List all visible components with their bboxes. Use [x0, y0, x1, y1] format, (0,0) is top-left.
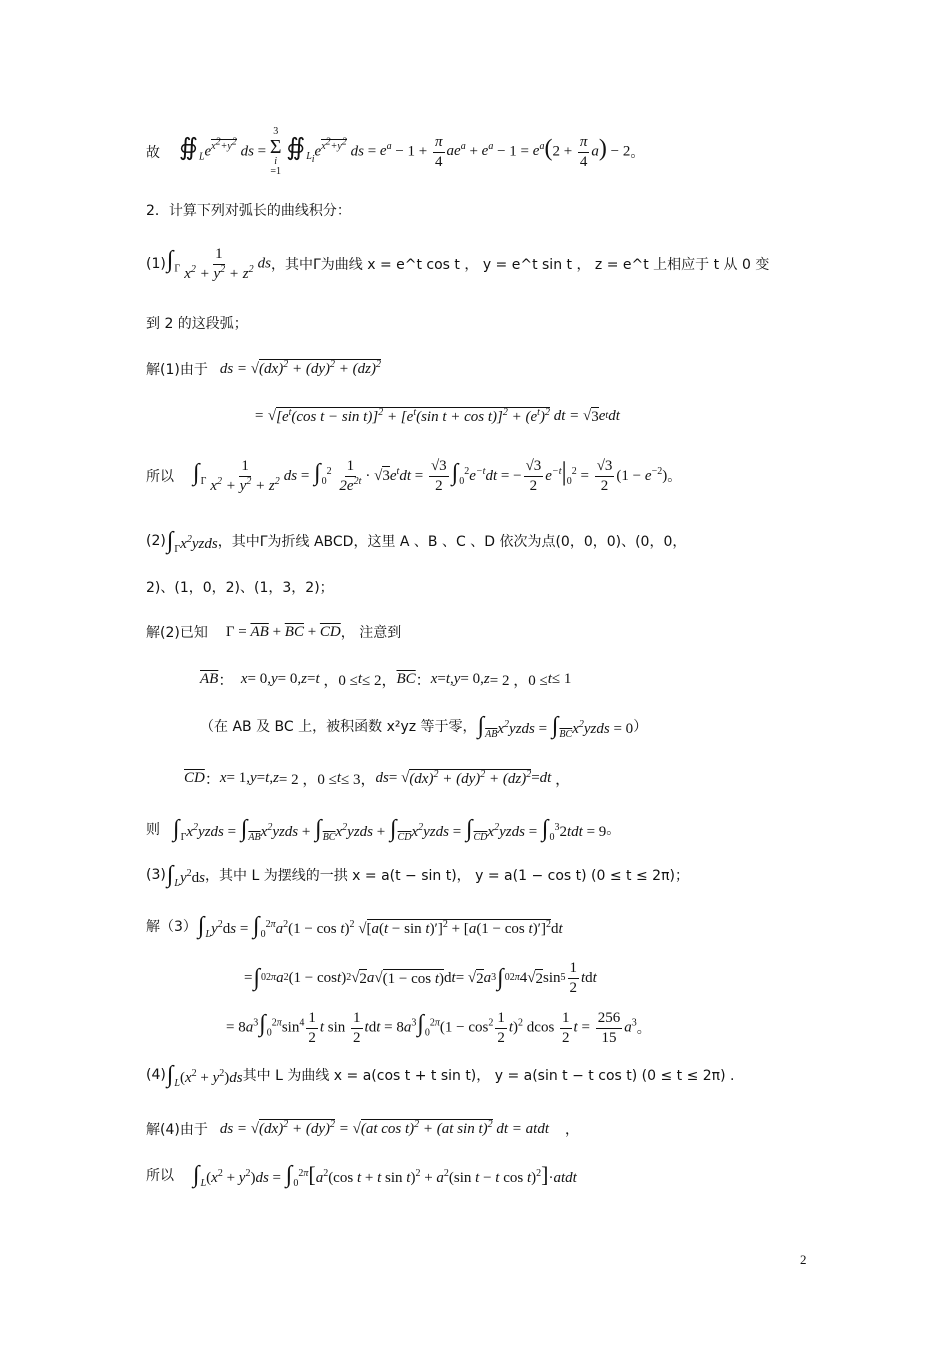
formula: $\int_\Gamma$ $\frac{1}{x^2 + y^2 + z^2}$ ds [166, 245, 271, 282]
line-suffix: 。 [630, 145, 645, 161]
line-l10 [146, 618, 401, 646]
formula: = $8a^3\int_0^{2\pi}\sin^4$ $\frac{1}{2}$ t sin $\frac{1}{2}$ tdt = $8a^3\int_0^{2\pi}(1 - \cos^2$ $\frac{1}{2}$ t)$^2$ dcos $\frac{1}{2}$ t = $\frac{256}{15}$ $a^3$ [226, 1009, 637, 1046]
line-l08 [146, 526, 686, 556]
line-l20 [146, 1112, 579, 1146]
line-text: ， 注意到 [340, 625, 402, 641]
line-l04: 到 2 的这段弧； [146, 316, 248, 332]
line-prefix: 所以 [146, 469, 174, 485]
line-prefix: 解（3） [146, 919, 197, 935]
formula: $\int_\Gamma$ $\frac{1}{x^2 + y^2 + z^2}$ ds = $\int_0^2$ $\frac{1}{2e^{2t}}$ · $√3e^tdt$ = $\frac{√3}{2}$ $\int_0^2e^{-t}dt$ = − $\frac{√3}{2}$ $e^{-t}|_0^2$ = $\frac{√3}{2}$ $(1 - e^{-2})$ [193, 456, 668, 494]
formula: $\int_\Gamma x^2yzds$ [166, 527, 218, 555]
line-suffix: ， [565, 1122, 579, 1138]
line-suffix: 。 [667, 469, 682, 485]
line-l18 [226, 1004, 651, 1052]
line-l17: = ∫ 0 2π a 2 (1 − cos t ) 2 √ 2 a √ (1 − cos t) d t = √ 2 a 3 ∫ 0 2π 4√ 2 sin 5 $\frac{1}{2}$ t d t [244, 959, 597, 996]
line-l13: $\overline{CD}$ ： x = 1, y = t , z = 2 ，0 ≤ t ≤ 3， ds = √ (dx)$^2$ + (dy)$^2$ + (dz)$^2$ = dt ， [184, 768, 571, 788]
line-prefix: (1) [146, 256, 166, 272]
line-text: ，其中 L 为摆线的一拱 x = a(t − sin t)， y = a(1 − cos t) (0 ≤ t ≤ 2π)； [205, 868, 689, 884]
line-l07 [146, 450, 681, 502]
line-suffix: 。 [636, 1021, 651, 1037]
formula: $\int_Ly^2ds$ [166, 861, 205, 889]
line-prefix: 所以 [146, 1168, 174, 1184]
page-number: 2 [800, 1252, 807, 1267]
line-l11: $\overline{AB}$ ： x = 0, y = 0, z = t ，0 ≤ t ≤ 2， $\overline{BC}$ ： x = t , y = 0, z = 2 ，0 ≤ t ≤ 1 [200, 670, 572, 689]
line-text: ，其中Γ为折线 ABCD，这里 A 、B 、C 、D 依次为点(0，0，0)、(0，0， [217, 534, 687, 550]
line-prefix: (3) [146, 867, 166, 883]
line-prefix: 则 [146, 822, 160, 838]
line-text: ，其中Γ为曲线 x = e^t cos t ， y = e^t sin t ， z = e^t 上相应于 t 从 0 变 [270, 257, 770, 273]
formula: $\int_\Gamma x^2yzds$ = $\int_{\overline{AB}}x^2yzds$ + $\int_{\overline{BC}}x^2yzds$ + $\int_{\overline{CD}}x^2yzds$ = $\int_{\overline{CD}}x^2yzds = \int_0^32tdt = 9$ [173, 815, 607, 843]
line-prefix: 解(2)已知 [146, 625, 208, 641]
formula: ds = √(dx)$^2$ + (dy)$^2$ + (dz)$^2$ [219, 358, 381, 377]
formula: $\int_{\overline{AB}}x^2yzds$ = $\int_{\overline{BC}}x^2yzds = 0$ [477, 712, 634, 740]
formula: $\int_L(x^2 + y^2)ds$ [166, 1061, 243, 1089]
line-l09: 2)、(1，0，2)、(1，3，2)； [146, 580, 334, 596]
line-l02: 2．计算下列对弧长的曲线积分： [146, 203, 351, 219]
formula: $\int_Ly^2ds = \int_0^{2\pi}a^2(1 - \cos t)^2$ $√[a(t - \sin t)']^2 + [a(1 - \cos t)']^2dt$ [197, 912, 563, 940]
line-l21 [146, 1158, 577, 1192]
line-suffix: ） [633, 719, 648, 735]
line-prefix: 故 [146, 145, 160, 161]
line-l03 [146, 244, 769, 284]
line-l01 [146, 126, 645, 177]
line-l12 [200, 712, 647, 740]
line-text: 其中 L 为曲线 x = a(cos t + t sin t)， y = a(sin t − t cos t) (0 ≤ t ≤ 2π) . [242, 1068, 735, 1084]
line-prefix: (2) [146, 533, 166, 549]
line-l15 [146, 860, 689, 890]
formula: $\int_L(x^2 + y^2)ds = \int_0^{2\pi}[a^2(\cos$ t + t $\sin t)^2 + a^2(\sin$ t − t cos t)$^2$]·atdt [193, 1161, 577, 1189]
line-l19 [146, 1060, 734, 1090]
line-suffix: 。 [606, 822, 621, 838]
formula: ds = √(dx)$^2$ + (dy)$^2$ = √(at cos t)$^2$ + (at sin t)$^2$ dt = atdt [219, 1118, 549, 1137]
line-l06: = √ [$e^t(\cos$ $t - \sin t)]^2 + [e^t(\sin$ $t + \cos t)]^2 + (e^t)^2$ dt = √ 3 e t dt [254, 406, 620, 425]
line-l05 [146, 352, 381, 386]
line-l14 [146, 814, 620, 844]
line-text: （在 AB 及 BC 上，被积函数 x²yz 等于零， [200, 719, 477, 735]
formula: $∯_Le^{x^2+y^2}$ ds = 3 Σ i =1 $∯_{L_i}e^{x^2+y^2}$ ds = $e^a - 1$ + $\frac{\pi}{4}$ $ae^a + e^a - 1 = e^a(2$ + $\frac{\pi}{4}$ a) − 2 [179, 126, 631, 177]
line-prefix: 解(1)由于 [146, 362, 208, 378]
line-prefix: (4) [146, 1067, 166, 1083]
formula: $\Gamma = \overline{AB} + \overline{BC} + \overline{CD}$ [225, 623, 341, 640]
line-l16 [146, 910, 563, 942]
line-prefix: 解(4)由于 [146, 1122, 208, 1138]
